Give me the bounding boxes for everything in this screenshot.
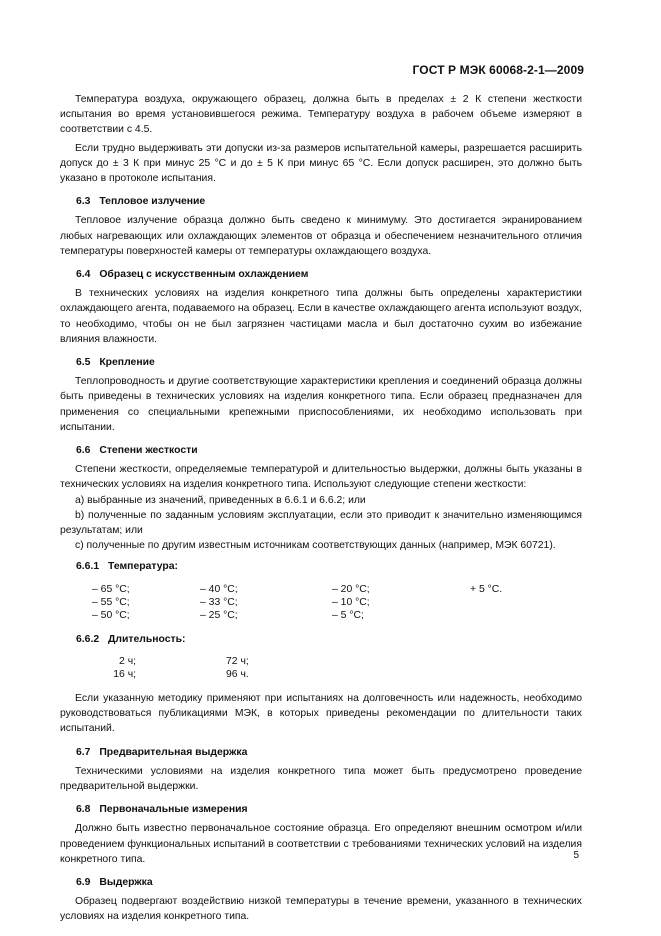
section-heading-6-7 [76,745,582,760]
temperature-value: – 65 °С; [92,583,130,595]
section-title: Первоначальные измерения [99,804,248,816]
standard-header: ГОСТ Р МЭК 60068-2-1—2009 [412,63,584,77]
duration-value: 72 ч; [226,655,249,667]
paragraph: Должно быть известно первоначальное состояние образца. Его определяют внешним осмотром и/или проведением функциональных испытаний в соответствии с требованиями технических условий на изделия конкретного типа. [60,823,582,865]
temperature-value: – 55 °С; [92,596,130,608]
section-heading-6-6 [76,443,582,458]
section-heading-6-3 [76,194,582,209]
paragraph: Образец подвергают воздействию низкой температуры в течение времени, указанного в технических условиях на изделия конкретного типа. [60,896,582,923]
list-item: c) полученные по другим известным источникам соответствующих данных (например, МЭК 60721). [75,540,556,552]
paragraph: Температура воздуха, окружающего образец, должна быть в пределах ± 2 К степени жесткости испытания во время установившегося режима. Температуру воздуха в рабочем объеме измеряют в соответствии с 4.5. [60,94,582,136]
paragraph: Техническими условиями на изделия конкретного типа может быть предусмотрено проведение предварительной выдержки. [60,765,582,792]
section-heading-6-6-2 [76,632,582,647]
section-number: 6.6.1 [76,561,100,573]
duration-value [92,668,226,681]
duration-value-text: 16 ч; [113,668,136,680]
section-heading-6-9 [76,875,582,890]
section-heading-6-8 [76,802,582,817]
section-title: Тепловое излучение [99,196,206,208]
section-title: Длительность: [108,633,186,645]
temperature-value [470,609,590,622]
section-number: 6.6 [76,445,91,457]
temperature-value [470,596,590,609]
section-title: Крепление [99,357,155,369]
section-number: 6.5 [76,357,91,369]
paragraph: Тепловое излучение образца должно быть сведено к минимуму. Это достигается экранированием любых нагревающих или охлаждающих элементов от образца и обеспечением незначительного отличия температуры поверхностей камеры от температуры охлаждающего воздуха. [60,215,582,257]
temperature-value: – 10 °С; [332,596,370,608]
section-number: 6.3 [76,196,91,208]
list-item: a) выбранные из значений, приведенных в 6.6.1 и 6.6.2; или [75,494,366,506]
temperature-value: – 25 °С; [200,609,238,621]
section-heading-6-4 [76,267,582,282]
paragraph: Степени жесткости, определяемые температурой и длительностью выдержки, должны быть указаны в технических условиях на изделия конкретного типа. Используют следующие степени жесткости: [60,464,582,491]
paragraph: Если указанную методику применяют при испытаниях на долговечность или надежность, необходимо руководствоваться публикациями МЭК, в которых приведены рекомендации по длительности таких испытаний. [60,692,582,735]
section-title: Предварительная выдержка [99,746,248,758]
duration-value-text: 2 ч; [119,655,136,667]
document-body [60,92,582,928]
paragraph: Теплопроводность и другие соответствующие характеристики крепления и соединений образца должны быть приведены в технических условиях на изделия конкретного типа. Если образец предназначен для применения со специальными крепежными приспособлениями, их необходимо использовать при испытании. [60,376,582,433]
temperature-value: – 40 °С; [200,583,238,595]
section-number: 6.9 [76,876,91,888]
section-heading-6-6-1 [76,559,582,574]
temperature-value: + 5 °С. [470,583,503,595]
section-title: Образец с искусственным охлаждением [99,269,309,281]
section-title: Температура: [108,561,178,573]
section-number: 6.4 [76,269,91,281]
temperature-value: – 5 °С; [332,609,364,621]
section-number: 6.8 [76,804,91,816]
duration-value [92,655,226,668]
duration-value: 96 ч. [226,668,249,680]
section-number: 6.6.2 [76,633,100,645]
section-heading-6-5 [76,355,582,370]
section-title: Степени жесткости [99,445,198,457]
section-number: 6.7 [76,746,91,758]
list-item: b) полученные по заданным условиям эксплуатации, если это приводит к значительно изменяющимся результатам; или [60,509,582,537]
paragraph: В технических условиях на изделия конкретного типа должны быть определены характеристики охлаждающего агента, подаваемого на образец. Если в качестве охлаждающего агента используют воздух, то необходимо, чтобы он не был загрязнен частицами масла и был достаточно сухим во избежание влияния влажности. [60,288,582,345]
section-title: Выдержка [99,876,153,888]
temperature-value: – 20 °С; [332,583,370,595]
page-number: 5 [573,850,579,861]
temperature-value: – 50 °С; [92,609,130,621]
paragraph: Если трудно выдерживать эти допуски из-за размеров испытательной камеры, разрешается расширить допуск до ± 3 К при минус 25 °С и до ± 5 К при минус 65 °С. Если допуск расширен, это должно быть указано в протоколе испытания. [60,142,582,185]
temperature-value: – 33 °С; [200,596,238,608]
duration-table [60,655,582,681]
temperature-table [60,583,582,622]
